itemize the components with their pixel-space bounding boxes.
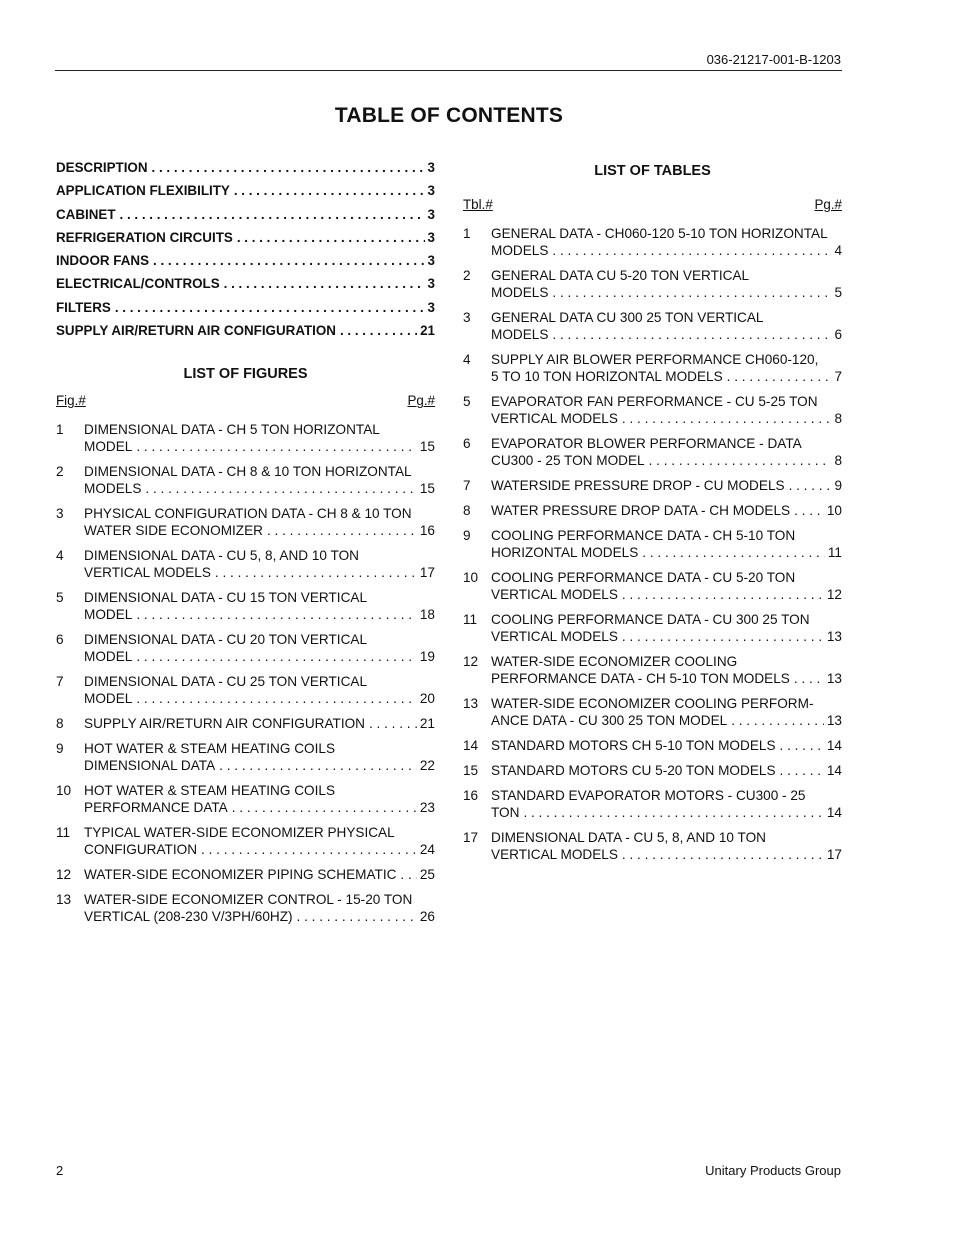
figure-title-line: MODEL (84, 691, 133, 707)
table-entry (463, 737, 842, 754)
figure-last-line (84, 480, 435, 497)
table-last-line (491, 586, 842, 603)
figure-number: 5 (56, 590, 64, 606)
figure-title-line: DIMENSIONAL DATA - CU 20 TON VERTICAL (84, 632, 368, 648)
figure-last-line (84, 715, 435, 732)
figure-title-line: PERFORMANCE DATA (84, 800, 228, 816)
table-number: 13 (463, 696, 479, 711)
table-page: 14 (826, 763, 842, 778)
table-last-line (491, 242, 842, 259)
table-text (491, 309, 842, 343)
toc-entry-page: 3 (427, 160, 435, 175)
figure-number: 4 (56, 548, 64, 564)
table-title-line: ANCE DATA - CU 300 25 TON MODEL (491, 713, 728, 728)
table-title-line: DIMENSIONAL DATA - CU 5, 8, AND 10 TON (491, 830, 766, 845)
toc-entry (56, 207, 435, 230)
table-page: 14 (826, 805, 842, 820)
figure-title-line: TYPICAL WATER-SIDE ECONOMIZER PHYSICAL (84, 825, 395, 841)
figure-last-line (84, 648, 435, 665)
table-text (491, 653, 842, 687)
table-text (491, 762, 842, 779)
table-page: 5 (834, 285, 842, 300)
figure-last-line (84, 438, 435, 455)
table-title-line: PERFORMANCE DATA - CH 5-10 TON MODELS (491, 671, 790, 686)
figure-title-line: HOT WATER & STEAM HEATING COILS (84, 783, 336, 799)
table-entry (463, 527, 842, 561)
table-page: 17 (826, 847, 842, 862)
table-number: 1 (463, 226, 471, 241)
toc-entry (56, 276, 435, 299)
dot-leader (780, 762, 824, 779)
figure-entry (56, 421, 435, 455)
figure-title-line: DIMENSIONAL DATA - CU 25 TON VERTICAL (84, 674, 368, 690)
tables-page-header: Pg.# (814, 197, 842, 212)
table-text (491, 569, 842, 603)
table-title-line: WATER PRESSURE DROP DATA - CH MODELS (491, 503, 791, 518)
table-last-line (491, 544, 842, 561)
dot-leader (552, 326, 831, 343)
table-last-line (491, 737, 842, 754)
header-rule (55, 70, 842, 71)
dot-leader (727, 368, 832, 385)
right-column (463, 160, 842, 871)
table-entry (463, 762, 842, 779)
table-title-line: GENERAL DATA CU 300 25 TON VERTICAL (491, 310, 764, 325)
toc-entry-page: 3 (427, 299, 435, 315)
table-last-line (491, 846, 842, 863)
table-title-line: SUPPLY AIR BLOWER PERFORMANCE CH060-120, (491, 352, 819, 367)
figure-title-line: DIMENSIONAL DATA - CU 5, 8, AND 10 TON (84, 548, 359, 564)
figure-last-line (84, 564, 435, 581)
table-title-line: GENERAL DATA CU 5-20 TON VERTICAL (491, 268, 750, 283)
table-entry (463, 435, 842, 469)
toc-entry-title: INDOOR FANS (56, 253, 149, 269)
table-title-line: COOLING PERFORMANCE DATA - CH 5-10 TON (491, 528, 796, 543)
table-title-line: MODELS (491, 327, 549, 342)
table-text (491, 502, 842, 519)
table-page: 6 (834, 327, 842, 342)
table-last-line (491, 326, 842, 343)
dot-leader (789, 477, 832, 494)
table-number: 7 (463, 478, 471, 493)
figures-heading: LIST OF FIGURES (183, 366, 308, 383)
table-page: 14 (826, 738, 842, 753)
figure-last-line (84, 799, 435, 816)
table-title-line: EVAPORATOR BLOWER PERFORMANCE - DATA (491, 436, 802, 451)
table-text (491, 225, 842, 259)
dot-leader (136, 606, 417, 623)
table-title-line: STANDARD MOTORS CH 5-10 TON MODELS (491, 738, 776, 753)
figure-title-line: VERTICAL MODELS (84, 565, 211, 581)
dot-leader (642, 544, 825, 561)
table-page: 8 (834, 411, 842, 426)
table-number: 10 (463, 570, 479, 585)
dot-leader (267, 522, 417, 539)
figure-title-line: DIMENSIONAL DATA - CH 5 TON HORIZONTAL (84, 422, 380, 438)
dot-leader (340, 323, 417, 338)
table-entry (463, 653, 842, 687)
figure-last-line (84, 522, 435, 539)
table-title-line: HORIZONTAL MODELS (491, 545, 639, 560)
dot-leader (649, 452, 832, 469)
figure-page: 15 (419, 439, 435, 455)
table-entry (463, 695, 842, 729)
figure-number: 12 (56, 867, 72, 883)
figure-text (84, 421, 435, 455)
toc-entry (56, 160, 435, 183)
figure-page: 16 (419, 523, 435, 539)
figure-entry (56, 547, 435, 581)
figure-text (84, 673, 435, 707)
dot-leader (120, 207, 425, 222)
figure-number: 7 (56, 674, 64, 690)
table-title-line: EVAPORATOR FAN PERFORMANCE - CU 5-25 TON (491, 394, 818, 409)
table-last-line (491, 628, 842, 645)
toc-entry-page: 3 (427, 276, 435, 292)
figure-number: 11 (56, 825, 71, 841)
table-number: 6 (463, 436, 471, 451)
table-number: 11 (463, 612, 478, 627)
figures-page-header: Pg.# (407, 393, 435, 409)
table-last-line (491, 762, 842, 779)
table-page: 11 (827, 545, 842, 560)
table-page: 10 (826, 503, 842, 518)
table-title-line: VERTICAL MODELS (491, 847, 618, 862)
table-text (491, 393, 842, 427)
table-title-line: VERTICAL MODELS (491, 629, 618, 644)
table-text (491, 527, 842, 561)
table-page: 13 (826, 713, 842, 728)
table-entry (463, 225, 842, 259)
dot-leader (224, 276, 425, 291)
figure-title-line: MODEL (84, 439, 133, 455)
toc-entry-title: DESCRIPTION (56, 160, 148, 175)
toc-entry-page: 3 (427, 206, 435, 222)
table-last-line (491, 452, 842, 469)
figure-entry (56, 891, 435, 925)
left-column (56, 160, 435, 933)
table-number: 2 (463, 268, 471, 283)
dot-leader (115, 300, 425, 315)
table-entry (463, 351, 842, 385)
figure-page: 26 (419, 909, 435, 925)
figure-last-line (84, 606, 435, 623)
table-entry (463, 267, 842, 301)
table-text (491, 695, 842, 729)
dot-leader (136, 438, 417, 455)
figure-number: 8 (56, 716, 64, 732)
table-page: 13 (826, 671, 842, 686)
dot-leader (622, 628, 824, 645)
figure-text (84, 782, 435, 816)
figure-last-line (84, 757, 435, 774)
figures-num-header: Fig.# (56, 393, 86, 409)
page-number: 2 (56, 1163, 64, 1178)
figure-number: 13 (56, 892, 72, 908)
toc-entry-title: CABINET (56, 206, 116, 222)
table-text (491, 737, 842, 754)
toc-entry-page: 3 (427, 253, 435, 269)
dot-leader (201, 841, 417, 858)
table-title-line: WATERSIDE PRESSURE DROP - CU MODELS (491, 478, 785, 493)
tables-heading: LIST OF TABLES (594, 163, 711, 179)
figure-title-line: SUPPLY AIR/RETURN AIR CONFIGURATION (84, 716, 365, 732)
dot-leader (369, 715, 417, 732)
figure-entry (56, 824, 435, 858)
figure-text (84, 824, 435, 858)
table-text (491, 477, 842, 494)
toc-entry-title: ELECTRICAL/CONTROLS (56, 276, 220, 292)
table-title-line: VERTICAL MODELS (491, 587, 618, 602)
figure-title-line: CONFIGURATION (84, 842, 198, 858)
table-text (491, 787, 842, 821)
dot-leader (523, 804, 823, 821)
table-page: 8 (834, 453, 842, 468)
figure-page: 18 (419, 607, 435, 623)
table-entry (463, 829, 842, 863)
figure-entry (56, 631, 435, 665)
table-number: 9 (463, 528, 471, 543)
dot-leader (136, 648, 417, 665)
toc-entry-title: FILTERS (56, 299, 111, 315)
figure-title-line: WATER-SIDE ECONOMIZER CONTROL - 15-20 TON (84, 892, 413, 908)
figure-text (84, 631, 435, 665)
dot-leader (219, 757, 417, 774)
table-last-line (491, 410, 842, 427)
table-title-line: CU300 - 25 TON MODEL (491, 453, 645, 468)
figure-number: 6 (56, 632, 64, 648)
table-last-line (491, 368, 842, 385)
figure-entry (56, 740, 435, 774)
figure-text (84, 740, 435, 774)
table-title-line: TON (491, 805, 520, 820)
figure-text (84, 463, 435, 497)
table-last-line (491, 284, 842, 301)
table-entry (463, 569, 842, 603)
figure-entry (56, 782, 435, 816)
figure-title-line: VERTICAL (208-230 V/3PH/60HZ) (84, 909, 293, 925)
dot-leader (145, 480, 416, 497)
figure-entry (56, 673, 435, 707)
table-page: 9 (834, 478, 842, 493)
toc-entry-title: APPLICATION FLEXIBILITY (56, 183, 230, 199)
figure-text (84, 547, 435, 581)
figure-page: 20 (419, 691, 435, 707)
figure-last-line (84, 690, 435, 707)
toc-entry-page: 21 (420, 323, 435, 339)
figure-title-line: MODELS (84, 481, 142, 497)
table-text (491, 351, 842, 385)
table-text (491, 267, 842, 301)
table-title-line: COOLING PERFORMANCE DATA - CU 300 25 TON (491, 612, 810, 627)
toc-entry (56, 323, 435, 346)
tables-list (463, 225, 842, 863)
table-number: 14 (463, 738, 479, 753)
figure-title-line: PHYSICAL CONFIGURATION DATA - CH 8 & 10 TON (84, 506, 412, 522)
table-title-line: WATER-SIDE ECONOMIZER COOLING PERFORM- (491, 696, 814, 711)
table-number: 4 (463, 352, 471, 367)
figure-text (84, 891, 435, 925)
dot-leader (794, 670, 824, 687)
dot-leader (400, 866, 416, 883)
table-entry (463, 502, 842, 519)
toc-entry (56, 300, 435, 323)
figures-list (56, 421, 435, 925)
table-text (491, 611, 842, 645)
figure-title-line: WATER-SIDE ECONOMIZER PIPING SCHEMATIC (84, 867, 397, 883)
table-title-line: STANDARD EVAPORATOR MOTORS - CU300 - 25 (491, 788, 806, 803)
figure-number: 10 (56, 783, 72, 799)
table-title-line: MODELS (491, 243, 549, 258)
table-last-line (491, 502, 842, 519)
dot-leader (237, 230, 425, 245)
figure-text (84, 505, 435, 539)
dot-leader (153, 253, 425, 268)
dot-leader (152, 160, 425, 175)
table-entry (463, 477, 842, 494)
dot-leader (232, 799, 417, 816)
table-text (491, 435, 842, 469)
dot-leader (552, 284, 831, 301)
figure-page: 24 (419, 842, 435, 858)
dot-leader (622, 410, 832, 427)
tables-column-header (463, 197, 842, 217)
dot-leader (622, 846, 824, 863)
dot-leader (215, 564, 417, 581)
figure-title-line: DIMENSIONAL DATA - CU 15 TON VERTICAL (84, 590, 368, 606)
document-number: 036-21217-001-B-1203 (706, 52, 841, 67)
table-number: 8 (463, 503, 471, 518)
figure-number: 9 (56, 741, 64, 757)
table-entry (463, 611, 842, 645)
table-number: 3 (463, 310, 471, 325)
figure-entry (56, 463, 435, 497)
dot-leader (780, 737, 824, 754)
figure-number: 1 (56, 422, 64, 438)
figures-column-header (56, 393, 435, 413)
figure-entry (56, 505, 435, 539)
table-last-line (491, 670, 842, 687)
figure-entry (56, 866, 435, 883)
figure-title-line: HOT WATER & STEAM HEATING COILS (84, 741, 336, 757)
tables-num-header: Tbl.# (463, 197, 493, 212)
figure-title-line: MODEL (84, 607, 133, 623)
table-page: 12 (826, 587, 842, 602)
table-number: 5 (463, 394, 471, 409)
table-last-line (491, 712, 842, 729)
table-title-line: VERTICAL MODELS (491, 411, 618, 426)
dot-leader (234, 183, 425, 198)
table-number: 12 (463, 654, 479, 669)
table-title-line: STANDARD MOTORS CU 5-20 TON MODELS (491, 763, 776, 778)
table-last-line (491, 804, 842, 821)
figure-last-line (84, 908, 435, 925)
figure-text (84, 589, 435, 623)
contents-list (56, 160, 435, 346)
toc-entry-title: REFRIGERATION CIRCUITS (56, 229, 233, 245)
table-title-line: WATER-SIDE ECONOMIZER COOLING (491, 654, 738, 669)
table-number: 16 (463, 788, 479, 803)
dot-leader (731, 712, 824, 729)
figure-text (84, 715, 435, 732)
figure-last-line (84, 866, 435, 883)
toc-entry (56, 230, 435, 253)
dot-leader (622, 586, 824, 603)
figure-number: 2 (56, 464, 64, 480)
figure-entry (56, 715, 435, 732)
figure-page: 22 (419, 758, 435, 774)
toc-entry-page: 3 (427, 229, 435, 245)
page-title: TABLE OF CONTENTS (334, 104, 564, 127)
table-entry (463, 309, 842, 343)
figure-page: 23 (419, 800, 435, 816)
toc-entry (56, 253, 435, 276)
table-title-line: GENERAL DATA - CH060-120 5-10 TON HORIZONTAL (491, 226, 828, 241)
table-page: 7 (834, 369, 842, 384)
toc-entry (56, 183, 435, 206)
table-last-line (491, 477, 842, 494)
table-title-line: MODELS (491, 285, 549, 300)
table-page: 4 (834, 243, 842, 258)
figure-page: 21 (419, 716, 435, 732)
dot-leader (552, 242, 831, 259)
figure-last-line (84, 841, 435, 858)
figure-title-line: MODEL (84, 649, 133, 665)
table-number: 15 (463, 763, 479, 778)
figure-title-line: DIMENSIONAL DATA - CH 8 & 10 TON HORIZONTAL (84, 464, 412, 480)
figure-page: 15 (419, 481, 435, 497)
table-text (491, 829, 842, 863)
dot-leader (794, 502, 824, 519)
figure-number: 3 (56, 506, 64, 522)
toc-entry-title: SUPPLY AIR/RETURN AIR CONFIGURATION (56, 323, 336, 339)
figure-title-line: WATER SIDE ECONOMIZER (84, 523, 263, 539)
toc-entry-page: 3 (427, 183, 435, 199)
table-entry (463, 787, 842, 821)
figure-page: 19 (419, 649, 435, 665)
footer-company: Unitary Products Group (705, 1163, 841, 1178)
table-title-line: 5 TO 10 TON HORIZONTAL MODELS (491, 369, 723, 384)
figure-page: 17 (419, 565, 435, 581)
figure-text (84, 866, 435, 883)
figure-entry (56, 589, 435, 623)
dot-leader (297, 908, 417, 925)
table-title-line: COOLING PERFORMANCE DATA - CU 5-20 TON (491, 570, 796, 585)
figure-title-line: DIMENSIONAL DATA (84, 758, 216, 774)
dot-leader (136, 690, 417, 707)
figure-page: 25 (419, 867, 435, 883)
table-number: 17 (463, 830, 479, 845)
table-page: 13 (826, 629, 842, 644)
table-entry (463, 393, 842, 427)
